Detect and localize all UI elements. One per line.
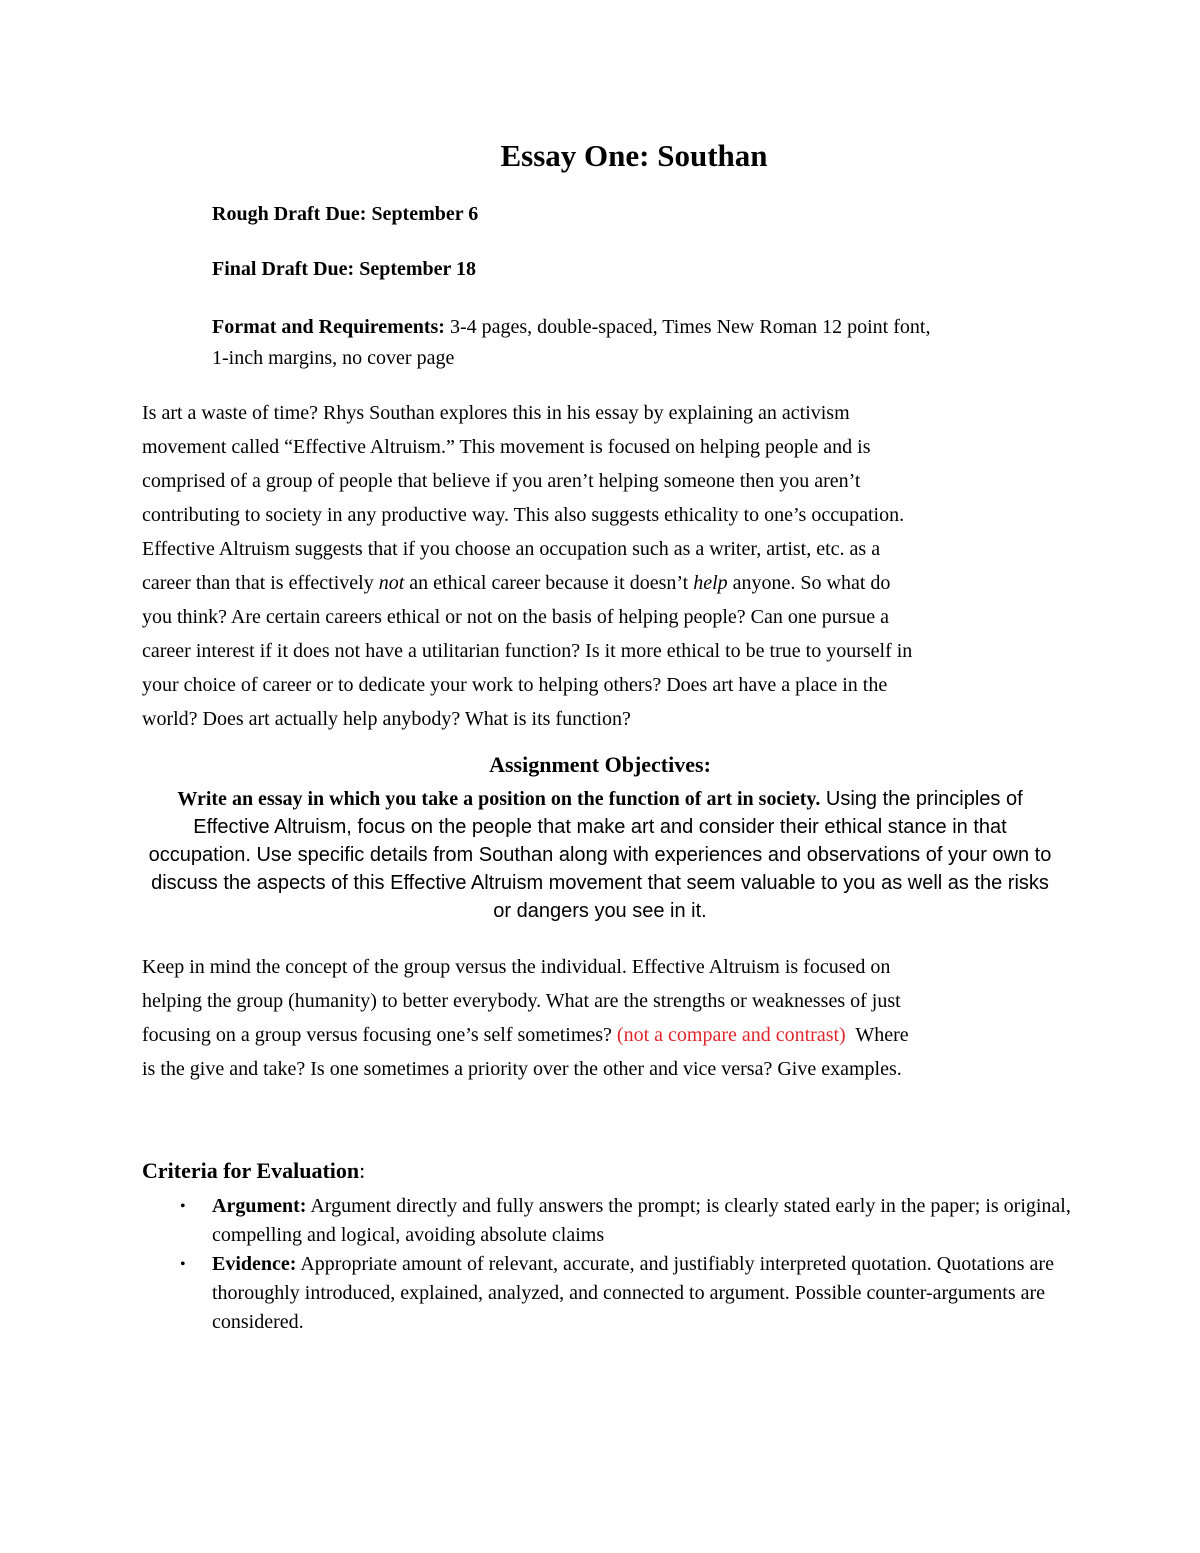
intro-line-4: contributing to society in any productive way. This also suggests ethicality to one’s occupation.: [142, 504, 905, 526]
criteria-argument-label: Argument:: [212, 1195, 307, 1217]
keep-in-mind-line-3-a: focusing on a group versus focusing one’s self sometimes?: [142, 1024, 617, 1046]
keep-in-mind-line-4: is the give and take? Is one sometimes a priority over the other and vice versa? Give examples.: [142, 1058, 902, 1080]
format-requirements: [212, 312, 1072, 374]
intro-line-10: world? Does art actually help anybody? What is its function?: [142, 708, 631, 730]
criteria-argument-text: Argument directly and fully answers the prompt; is clearly stated early in the paper; is original, compelling and logical, avoiding absolute claims: [212, 1195, 1071, 1246]
intro-line-9: your choice of career or to dedicate your work to helping others? Does art have a place in the: [142, 674, 888, 696]
compare-contrast-note: (not a compare and contrast): [616, 1024, 846, 1046]
intro-line-8: career interest if it does not have a utilitarian function? Is it more ethical to be true to yourself in: [142, 640, 913, 662]
document-title: Essay One: Southan: [500, 138, 768, 173]
criteria-heading-text: Criteria for Evaluation: [142, 1158, 360, 1183]
format-text-line-2: 1-inch margins, no cover page: [212, 347, 455, 369]
objectives-details: Using the principles of Effective Altruism, focus on the people that make art and consider their ethical stance in that occupation. Use specific details from Southan along with experiences and observations of your own to discuss the aspects of this Effective Altruism movement that seem valuable to you as well as the risks or dangers you see in it.: [148, 788, 1052, 922]
criteria-evidence-text: Appropriate amount of relevant, accurate, and justifiably interpreted quotation. Quotations are thoroughly introduced, explained, analyzed, and connected to argument. Possible counter-arguments are considered.: [212, 1253, 1054, 1333]
format-label: Format and Requirements:: [212, 316, 445, 338]
intro-line-3: comprised of a group of people that believe if you aren’t helping someone then you aren’t: [142, 470, 861, 492]
intro-line-5: Effective Altruism suggests that if you choose an occupation such as a writer, artist, etc. as a: [142, 538, 881, 560]
keep-in-mind-line-3: [142, 1018, 1072, 1052]
assignment-objectives-heading: Assignment Objectives:: [489, 752, 711, 777]
criteria-list: [142, 1192, 1072, 1337]
criteria-item-evidence: [142, 1250, 1072, 1337]
rough-draft-label: Rough Draft Due:: [212, 203, 367, 225]
intro-emphasis-not: not: [378, 572, 405, 594]
intro-line-6-a: career than that is effectively: [142, 572, 379, 594]
keep-in-mind-line-3-b: Where: [845, 1024, 909, 1046]
criteria-heading-colon: :: [359, 1158, 366, 1183]
objectives-thesis: Write an essay in which you take a position on the function of art in society.: [177, 788, 821, 810]
intro-line-7: you think? Are certain careers ethical or not on the basis of helping people? Can one pursue a: [142, 606, 889, 628]
rough-draft-due: [212, 203, 478, 226]
criteria-item-argument: [142, 1192, 1072, 1250]
final-draft-date: September 18: [359, 258, 477, 280]
intro-emphasis-help: help: [693, 572, 728, 594]
keep-in-mind-paragraph: [142, 950, 1072, 1086]
final-draft-due: [212, 258, 476, 281]
final-draft-label: Final Draft Due:: [212, 258, 355, 280]
bullet-icon: •: [180, 1198, 186, 1215]
format-text-line-1: 3-4 pages, double-spaced, Times New Roman 12 point font,: [449, 316, 931, 338]
criteria-evidence-label: Evidence:: [212, 1253, 297, 1275]
criteria-heading: [142, 1158, 365, 1184]
keep-in-mind-line-2: helping the group (humanity) to better everybody. What are the strengths or weaknesses of just: [142, 990, 901, 1012]
bullet-icon: •: [180, 1256, 186, 1273]
rough-draft-date: September 6: [371, 203, 479, 225]
intro-line-6-b: an ethical career because it doesn’t: [404, 572, 694, 594]
intro-line-6: [142, 566, 1062, 600]
intro-line-6-c: anyone. So what do: [727, 572, 891, 594]
keep-in-mind-line-1: Keep in mind the concept of the group versus the individual. Effective Altruism is focused on: [142, 956, 891, 978]
intro-line-2: movement called “Effective Altruism.” This movement is focused on helping people and is: [142, 436, 871, 458]
intro-line-1: Is art a waste of time? Rhys Southan explores this in his essay by explaining an activism: [142, 402, 850, 424]
assignment-objectives-body: [140, 785, 1060, 925]
intro-paragraph: [142, 396, 1062, 736]
